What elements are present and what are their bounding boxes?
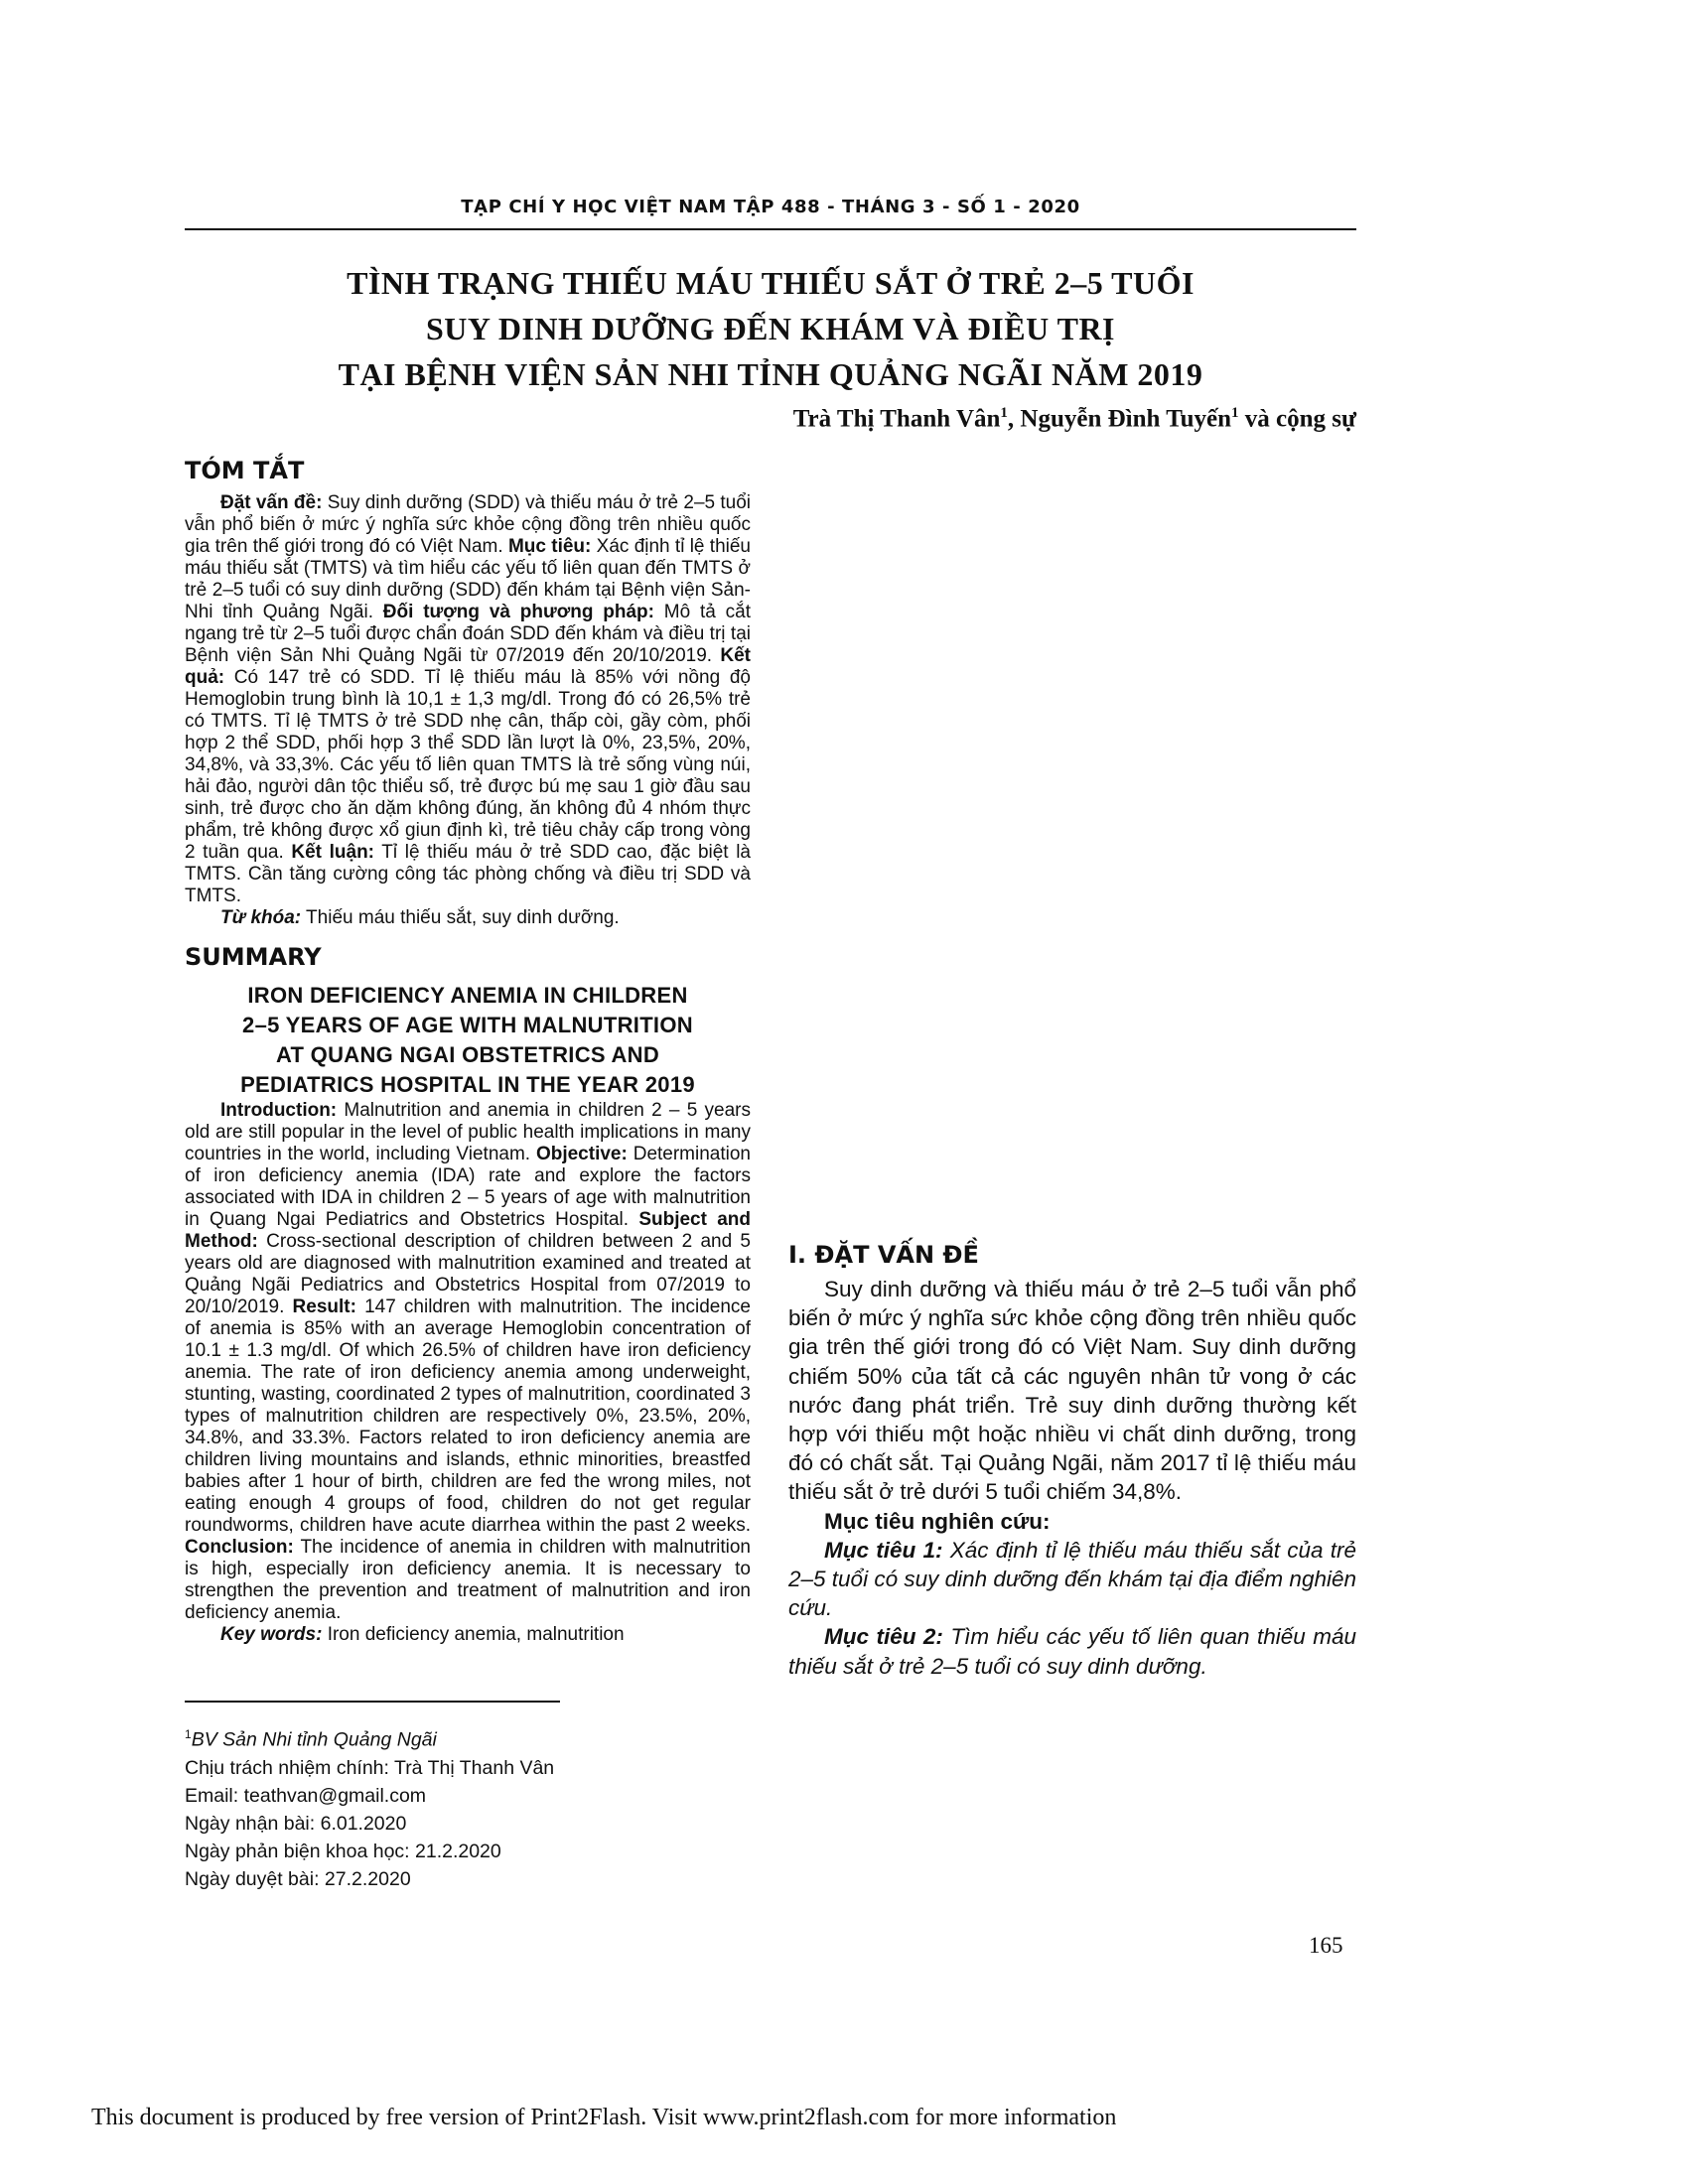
date-accepted: Ngày duyệt bài: 27.2.2020: [185, 1867, 411, 1890]
right-column: [788, 1241, 1356, 1681]
footnotes: [185, 1720, 741, 1893]
header-rule: [185, 228, 1356, 230]
tu-khoa-text: Thiếu máu thiếu sắt, suy dinh dưỡng.: [301, 907, 620, 928]
result-label: Result:: [292, 1297, 356, 1317]
title-line-1: TÌNH TRẠNG THIẾU MÁU THIẾU SẮT Ở TRẺ 2–5 TUỔI: [347, 265, 1195, 301]
ket-qua-text: Có 147 trẻ có SDD. Tỉ lệ thiếu máu là 85% với nồng độ Hemoglobin trung bình là 10,1 ± 1,3 mg/dl. Trong đó có 26,5% trẻ có TMTS. Tỉ lệ TMTS ở trẻ SDD nhẹ cân, thấp còi, gầy còm, phối hợp 2 thể SDD, phối hợp 3 thể SDD lần lượt là 0%, 23,5%, 20%, 34,8%, và 33,3%. Các yếu tố liên quan TMTS là trẻ sống vùng núi, hải đảo, người dân tộc thiểu số, trẻ được bú mẹ sau 1 giờ đầu sau sinh, trẻ được cho ăn dặm không đúng, ăn không đủ 4 nhóm thực phẩm, trẻ không được xổ giun định kì, trẻ tiêu chảy cấp trong vòng 2 tuần qua.: [185, 667, 751, 863]
keywords-en: [185, 1624, 751, 1646]
muc-tieu-label: Mục tiêu:: [507, 536, 592, 557]
doi-tuong-label: Đối tượng và phương pháp:: [382, 602, 654, 622]
journal-header: TẠP CHÍ Y HỌC VIỆT NAM TẬP 488 - THÁNG 3 - SỐ 1 - 2020: [461, 197, 1080, 217]
introduction-label: Introduction:: [220, 1100, 338, 1121]
ket-luan-label: Kết luận:: [291, 842, 375, 863]
author-1-affiliation: 1: [1000, 405, 1008, 421]
date-received: Ngày nhận bài: 6.01.2020: [185, 1812, 407, 1835]
dat-van-de-label: Đặt vấn đề:: [220, 492, 323, 513]
objective-1: [788, 1536, 1356, 1623]
email: Email: teathvan@gmail.com: [185, 1784, 427, 1807]
footnote-rule: [185, 1701, 560, 1703]
date-reviewed: Ngày phản biện khoa học: 21.2.2020: [185, 1840, 501, 1862]
subject-method-label: Subject and Method:: [185, 1209, 751, 1252]
ket-qua-label: Kết quả:: [185, 645, 751, 688]
objectives-heading: Mục tiêu nghiên cứu:: [824, 1508, 1051, 1534]
authors-tail: và cộng sự: [1238, 405, 1356, 433]
summary-title-line-3: AT QUANG NGAI OBSTETRICS AND: [275, 1042, 660, 1067]
watermark: This document is produced by free version of Print2Flash. Visit www.print2flash.com for more information: [91, 2105, 1117, 2130]
author-1: Trà Thị Thanh Vân: [792, 405, 1001, 433]
objective-2: [788, 1622, 1356, 1680]
article-title: [185, 260, 1356, 397]
muc-tieu-text: Xác định tỉ lệ thiếu máu thiếu sắt (TMTS) và tìm hiểu các yếu tố liên quan đến TMTS ở trẻ 2–5 tuổi có suy dinh dưỡng (SDD) đến khám tại Bệnh viện Sản-Nhi tỉnh Quảng Ngãi.: [185, 536, 751, 622]
subject-method-text: Cross-sectional description of children between 2 and 5 years old are diagnosed with malnutrition examined and treated at Quảng Ngãi Pediatrics and Obstetrics Hospital from 07/2019 to 20/10/2019.: [185, 1231, 751, 1317]
objective-1-label: Mục tiêu 1:: [824, 1537, 943, 1563]
title-line-3: TẠI BỆNH VIỆN SẢN NHI TỈNH QUẢNG NGÃI NĂM 2019: [338, 356, 1203, 392]
objective-2-label: Mục tiêu 2:: [824, 1624, 943, 1650]
summary-title-line-2: 2–5 YEARS OF AGE WITH MALNUTRITION: [242, 1013, 693, 1037]
keywords-vi: [185, 907, 751, 929]
summary-heading: SUMMARY: [185, 943, 322, 971]
conclusion-text: The incidence of anemia in children with malnutrition is high, especially iron deficiency anemia. It is necessary to strengthen the prevention and treatment of malnutrition and iron deficiency anemia.: [185, 1537, 751, 1623]
result-text: 147 children with malnutrition. The incidence of anemia is 85% with an average Hemoglobin concentration of 10.1 ± 1.3 mg/dl. Of which 26.5% of children have iron deficiency anemia. The rate of iron deficiency anemia among underweight, stunting, wasting, coordinated 2 types of malnutrition, coordinated 3 types of malnutrition children are respectively 0%, 23.5%, 20%, 34.8%, and 33.3%. Factors related to iron deficiency anemia are children living mountains and islands, ethnic minorities, breastfed babies after 1 hour of birth, children are fed the wrong miles, not eating enough 4 groups of food, children do not get regular roundworms, children have acute diarrhea within the past 2 weeks.: [185, 1297, 751, 1536]
summary-title-line-1: IRON DEFICIENCY ANEMIA IN CHILDREN: [247, 983, 688, 1008]
author-2: Nguyễn Đình Tuyến: [1020, 405, 1232, 433]
doi-tuong-text: Mô tả cắt ngang trẻ từ 2–5 tuổi được chẩn đoán SDD đến khám và điều trị tại Bệnh viện Sản Nhi Quảng Ngãi từ 07/2019 đến 20/10/2019.: [185, 602, 751, 666]
keywords-text: Iron deficiency anemia, malnutrition: [322, 1624, 625, 1645]
conclusion-label: Conclusion:: [185, 1537, 294, 1558]
section-1-heading: I. ĐẶT VẤN ĐỀ: [788, 1241, 979, 1269]
abstract-vi-body: [185, 492, 751, 907]
objective-text: Determination of iron deficiency anemia (IDA) rate and explore the factors associated with IDA in children 2 – 5 years of age with malnutrition in Quang Ngai Pediatrics and Obstetrics Hospital.: [185, 1144, 751, 1230]
objective-2-text: Tìm hiểu các yếu tố liên quan thiếu máu thiếu sắt ở trẻ 2–5 tuổi có suy dinh dưỡng.: [788, 1624, 1356, 1679]
page-number: 165: [1309, 1933, 1343, 1958]
ket-luan-text: Tỉ lệ thiếu máu ở trẻ SDD cao, đặc biệt là TMTS. Cần tăng cường công tác phòng chống và điều trị SDD và TMTS.: [185, 842, 751, 906]
abstract-heading: TÓM TẮT: [185, 457, 305, 484]
dat-van-de-text: Suy dinh dưỡng (SDD) và thiếu máu ở trẻ 2–5 tuổi vẫn phổ biến ở mức ý nghĩa sức khỏe cộng đồng trên nhiều quốc gia trên thế giới trong đó có Việt Nam.: [185, 492, 751, 557]
summary-title: [185, 981, 751, 1100]
summary-body-part-1: [185, 1100, 751, 1624]
introduction-text: Malnutrition and anemia in children 2 – 5 years old are still popular in the level of public health implications in many countries in the world, including Vietnam.: [185, 1100, 751, 1164]
responsible-author: Chịu trách nhiệm chính: Trà Thị Thanh Vân: [185, 1756, 555, 1779]
section-1-paragraph: Suy dinh dưỡng và thiếu máu ở trẻ 2–5 tuổi vẫn phổ biến ở mức ý nghĩa sức khỏe cộng đồng trên nhiều quốc gia trên thế giới trong đó có Việt Nam. Suy dinh dưỡng chiếm 50% của tất cả các nguyên nhân tử vong ở các nước đang phát triển. Trẻ suy dinh dưỡng thường kết hợp với thiếu một hoặc nhiều vi chất dinh dưỡng, trong đó có chất sắt. Tại Quảng Ngãi, năm 2017 tỉ lệ thiếu máu thiếu sắt ở trẻ dưới 5 tuổi chiếm 34,8%.: [788, 1277, 1356, 1505]
objective-label: Objective:: [535, 1144, 628, 1164]
keywords-label: Key words:: [220, 1624, 323, 1645]
summary-title-line-4: PEDIATRICS HOSPITAL IN THE YEAR 2019: [240, 1072, 695, 1097]
affiliation: $^1$BV Sản Nhi tỉnh Quảng Ngãi: [185, 1727, 437, 1751]
left-column: [185, 457, 751, 1646]
title-line-2: SUY DINH DƯỠNG ĐẾN KHÁM VÀ ĐIỀU TRỊ: [426, 311, 1115, 346]
authors: Trà Thị Thanh Vân$^1$, Nguyễn Đình Tuyến$^1$ và cộng sự: [792, 405, 1356, 433]
tu-khoa-label: Từ khóa:: [220, 907, 302, 928]
objective-1-text: Xác định tỉ lệ thiếu máu thiếu sắt của trẻ 2–5 tuổi có suy dinh dưỡng đến khám tại địa điểm nghiên cứu.: [788, 1537, 1356, 1621]
author-2-affiliation: 1: [1231, 405, 1239, 421]
